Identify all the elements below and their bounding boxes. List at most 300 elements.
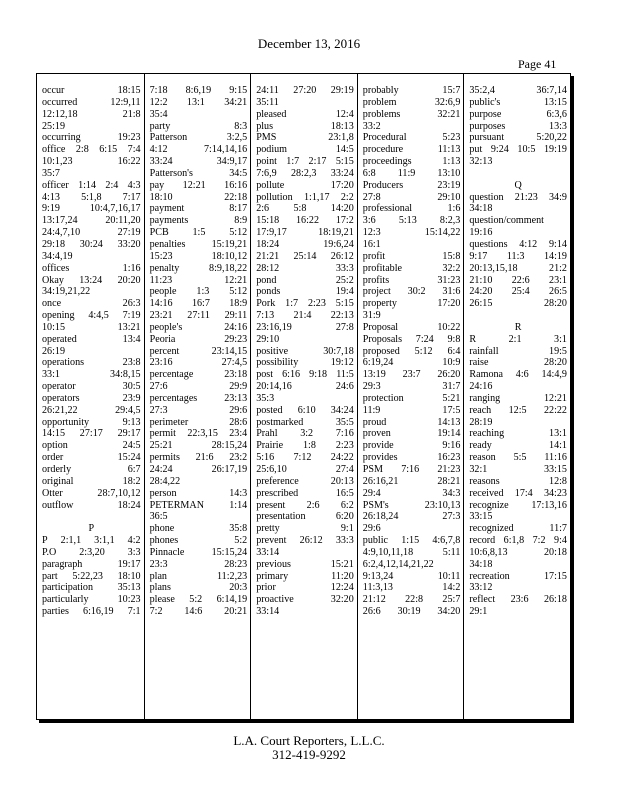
index-token: 5:1,8	[81, 191, 102, 203]
index-line	[469, 547, 567, 559]
index-token: 2:17	[308, 156, 327, 168]
index-token: 11:9	[397, 167, 416, 179]
index-token: protection	[362, 392, 404, 404]
index-token: 23:18	[224, 369, 248, 381]
index-line	[42, 215, 141, 227]
index-token: recognized	[469, 523, 514, 535]
index-token: 24:11	[256, 85, 279, 96]
index-line	[469, 523, 567, 535]
index-line	[256, 571, 354, 583]
index-token: 16:22	[296, 215, 319, 227]
index-token: 15:18	[256, 215, 280, 227]
index-line	[469, 132, 567, 144]
index-token: 12:12,18	[42, 108, 78, 120]
index-token: 5:21	[442, 392, 461, 404]
index-token: positive	[256, 345, 289, 357]
index-token: 1:13	[442, 156, 461, 168]
index-token: 25:19	[42, 120, 65, 132]
index-line	[363, 547, 461, 559]
index-token: raise	[469, 357, 489, 369]
index-token: please	[149, 594, 175, 606]
index-token: property	[362, 298, 397, 310]
index-token: 29:3	[362, 381, 381, 393]
index-token: question/comment	[469, 215, 544, 227]
index-token: pleased	[256, 108, 287, 120]
index-token: 13:21	[117, 321, 141, 333]
index-token: reason	[469, 452, 496, 464]
index-token: 22:22	[543, 404, 567, 416]
index-line	[42, 251, 141, 263]
index-token: 26:18	[543, 594, 567, 606]
index-token: opportunity	[42, 416, 90, 428]
index-token: 18:10,12	[211, 250, 248, 262]
index-token: 1:1,17	[304, 191, 330, 203]
index-line	[42, 286, 141, 298]
index-token: present	[256, 499, 286, 511]
index-token: proud	[362, 416, 387, 428]
index-token: 11:3	[506, 250, 525, 262]
index-token: particularly	[42, 594, 89, 606]
index-token: 24:22	[330, 452, 354, 464]
index-line	[363, 488, 461, 500]
index-line	[363, 511, 461, 523]
index-line	[150, 582, 248, 594]
index-line	[363, 203, 461, 215]
index-line	[363, 440, 461, 452]
index-token: 15:15,24	[211, 546, 248, 558]
index-line	[469, 227, 567, 239]
index-line	[150, 571, 248, 583]
index-line	[42, 310, 141, 322]
index-line	[42, 156, 141, 168]
index-line	[363, 559, 461, 571]
index-token: 16:23	[437, 452, 461, 464]
index-token: 28:7,10,12	[97, 487, 141, 499]
index-line	[363, 239, 461, 251]
index-token: 7:14,14,16	[204, 144, 248, 156]
index-line	[150, 535, 248, 547]
index-token: 9:13	[122, 416, 141, 428]
index-token: 33:2	[362, 120, 381, 132]
index-token: 6:2,4,12,14,21,22	[362, 558, 434, 570]
index-line	[469, 559, 567, 571]
index-token: Producers	[362, 179, 404, 191]
index-line	[363, 381, 461, 393]
index-line	[256, 251, 354, 263]
index-token: 5:20,22	[536, 132, 567, 144]
index-line	[42, 263, 141, 275]
index-token: 26:16,21	[362, 475, 399, 487]
index-token: 28:19	[469, 416, 493, 428]
index-token: 23:3	[149, 558, 168, 570]
index-token: 10:11	[437, 570, 461, 582]
index-token: 23:2	[229, 452, 248, 464]
index-token: 10:9	[442, 357, 461, 369]
index-token: person	[149, 487, 177, 499]
index-line	[469, 346, 567, 358]
index-line	[469, 428, 567, 440]
index-token: project	[362, 286, 391, 298]
index-token: 5:16	[256, 452, 275, 464]
index-token: operated	[42, 333, 77, 345]
index-line	[469, 239, 567, 251]
index-line	[469, 121, 567, 133]
index-token: orderly	[42, 464, 72, 475]
index-token: occurring	[42, 132, 81, 144]
index-line	[256, 381, 354, 393]
index-line	[150, 203, 248, 215]
index-token: 12:4	[335, 108, 354, 120]
index-token: opening	[42, 310, 75, 322]
index-token: 34:4,19	[42, 250, 73, 262]
footer-company: L.A. Court Reporters, L.L.C.	[233, 733, 385, 748]
index-token: 2:1,1	[60, 535, 82, 547]
index-token: provide	[362, 440, 394, 452]
index-token: 6:10	[297, 404, 316, 416]
index-token: people's	[149, 321, 183, 333]
index-line	[42, 571, 141, 583]
index-token: 30:2	[407, 286, 426, 298]
index-token: plus	[256, 120, 274, 132]
index-token: 35:5	[335, 416, 354, 428]
blank-line	[469, 168, 567, 180]
index-line	[363, 144, 461, 156]
index-token: 6:7	[127, 464, 141, 475]
index-token: 15:23	[149, 250, 173, 262]
index-token: 21:23	[437, 464, 461, 475]
index-token: 26:18,24	[362, 511, 399, 523]
index-token: 9:17	[469, 250, 488, 262]
index-line	[363, 298, 461, 310]
index-line	[256, 334, 354, 346]
index-line	[469, 286, 567, 298]
index-token: paragraph	[42, 558, 83, 570]
index-token: 36:5	[149, 511, 168, 523]
index-line	[256, 239, 354, 251]
blank-line	[42, 511, 141, 523]
index-token: 23:6	[510, 594, 529, 606]
index-token: 19:12	[330, 357, 354, 369]
index-token: 1:16	[122, 262, 141, 274]
index-token: 7:13	[256, 310, 275, 322]
index-token: 5:12	[414, 345, 433, 357]
index-line	[256, 286, 354, 298]
index-token: 14:15	[42, 428, 65, 440]
index-token: 12:2	[149, 96, 168, 108]
index-token: 22:13	[330, 310, 354, 322]
index-line	[150, 511, 248, 523]
index-token: original	[42, 475, 74, 487]
index-line	[150, 97, 248, 109]
index-line	[256, 156, 354, 168]
index-token: probably	[362, 85, 399, 96]
index-line	[363, 535, 461, 547]
index-token: problem	[362, 96, 397, 108]
index-token: 20:13	[330, 475, 354, 487]
index-line	[42, 346, 141, 358]
index-token: 30:19	[397, 606, 421, 618]
index-line	[42, 334, 141, 346]
index-token: 1:6	[447, 203, 461, 215]
index-token: 8:17	[229, 203, 248, 215]
index-line	[256, 109, 354, 121]
index-line	[363, 428, 461, 440]
index-token: 30:5	[122, 381, 141, 393]
index-token: PMS	[256, 132, 277, 144]
index-line	[150, 369, 248, 381]
index-token: 29:17	[117, 428, 141, 440]
index-token: 7:4	[127, 144, 141, 156]
index-line	[42, 547, 141, 559]
index-token: 5:8	[293, 203, 307, 215]
index-line	[256, 192, 354, 204]
index-token: 12:8	[549, 475, 567, 487]
index-token: 21:4	[293, 310, 312, 322]
index-token: 19:16	[469, 227, 493, 239]
index-token: 29:19	[330, 85, 354, 96]
index-token: preference	[256, 475, 299, 487]
index-line	[42, 357, 141, 369]
index-token: 16:7	[191, 298, 210, 310]
index-line	[256, 559, 354, 571]
index-token: 25:21	[149, 440, 173, 452]
index-column	[144, 74, 251, 719]
index-line	[469, 381, 567, 393]
index-token: 29:4,5	[115, 404, 141, 416]
index-token: 3:3	[127, 546, 141, 558]
index-line	[363, 393, 461, 405]
index-token: 29:1	[469, 606, 488, 618]
index-token: 14:16	[149, 298, 173, 310]
index-token: 25:7	[442, 594, 461, 606]
index-line	[42, 606, 141, 618]
index-token: Patterson	[149, 132, 188, 144]
index-line	[42, 239, 141, 251]
index-line	[469, 251, 567, 263]
index-token: 5:13	[398, 215, 417, 227]
index-token: 26:21,22	[42, 404, 78, 416]
index-token: 33:12	[469, 582, 493, 594]
index-token: 7:12	[293, 452, 312, 464]
index-line	[256, 594, 354, 606]
index-line	[150, 215, 248, 227]
index-line	[256, 464, 354, 476]
index-token: 6:16	[282, 369, 301, 381]
index-token: PCB	[149, 227, 169, 239]
index-token: 28:4,22	[149, 475, 181, 487]
index-line	[150, 500, 248, 512]
index-line	[256, 263, 354, 275]
index-token: 25:6,10	[256, 464, 287, 475]
index-token: 9:24	[490, 144, 509, 156]
index-line	[256, 417, 354, 429]
index-line	[42, 180, 141, 192]
index-line	[256, 357, 354, 369]
index-token: put	[469, 144, 483, 156]
index-token: point	[256, 156, 277, 168]
index-token: 8:6,19	[185, 85, 212, 96]
index-token: 13:1	[549, 428, 567, 440]
index-line	[469, 582, 567, 594]
index-token: 5:2	[189, 594, 203, 606]
index-token: 17:2	[335, 215, 354, 227]
index-line	[363, 523, 461, 535]
index-token: problems	[362, 108, 401, 120]
index-token: plans	[149, 582, 171, 594]
index-line	[42, 417, 141, 429]
index-token: 5:15	[335, 298, 354, 310]
index-token: 26:5	[549, 286, 567, 298]
index-token: ready	[469, 440, 492, 452]
index-token: occur	[42, 85, 65, 96]
index-line	[42, 500, 141, 512]
index-token: penalty	[149, 262, 180, 274]
index-line	[150, 298, 248, 310]
index-token: 18:10	[149, 191, 173, 203]
index-line	[469, 452, 567, 464]
index-token: Peoria	[149, 333, 176, 345]
index-token: 34:20	[437, 606, 461, 618]
index-token: outflow	[42, 499, 74, 511]
index-line	[469, 192, 567, 204]
section-letter: R	[514, 321, 522, 333]
index-token: profit	[362, 250, 386, 262]
index-line	[469, 571, 567, 583]
index-token: 23:8	[122, 357, 141, 369]
index-token: 10:4,7,16,17	[89, 203, 141, 215]
index-token: percentage	[149, 369, 194, 381]
index-line	[363, 310, 461, 322]
index-line	[469, 85, 567, 97]
index-token: 4:12	[149, 144, 168, 156]
index-token: 4:2	[127, 535, 141, 547]
index-token: 23:10,13	[424, 499, 461, 511]
index-token: 10:15	[42, 321, 65, 333]
index-token: plan	[149, 570, 167, 582]
index-token: 33:24	[330, 167, 354, 179]
index-token: 35:11	[256, 96, 279, 108]
index-line	[150, 192, 248, 204]
index-line	[256, 440, 354, 452]
index-line	[363, 85, 461, 97]
index-line	[469, 393, 567, 405]
index-token: 13:4	[122, 333, 141, 345]
index-token: 18:2	[122, 475, 141, 487]
index-line	[469, 275, 567, 287]
index-token: 35:13	[117, 582, 141, 594]
index-token: 13:17,24	[42, 215, 78, 227]
index-line	[363, 121, 461, 133]
index-token: 7:16	[401, 464, 420, 475]
index-token: Otter	[42, 487, 63, 499]
index-token: 21:2	[549, 262, 567, 274]
index-token: 21:12	[362, 594, 386, 606]
index-token: 12:21	[543, 392, 567, 404]
index-token: 13:24	[79, 274, 103, 286]
index-token: proposed	[362, 345, 400, 357]
index-token: 19:6,24	[323, 238, 354, 250]
index-line	[256, 227, 354, 239]
index-token: profitable	[362, 262, 403, 274]
index-token: 25:2	[335, 274, 354, 286]
index-token: 11:13	[437, 144, 461, 156]
index-token: 29:9	[229, 381, 248, 393]
index-token: 27:20	[293, 85, 317, 96]
index-line	[256, 85, 354, 97]
index-line	[150, 239, 248, 251]
index-token: 33:3	[335, 535, 354, 547]
index-token: 29:11	[224, 310, 248, 322]
index-token: 7:18	[149, 85, 168, 96]
index-token: 8:2,3	[439, 215, 461, 227]
index-token: 26:19	[42, 345, 65, 357]
index-token: 32:13	[469, 156, 493, 168]
index-token: 15:21	[330, 558, 354, 570]
index-line	[256, 582, 354, 594]
index-token: 31:7	[442, 381, 461, 393]
index-token: 7:19	[122, 310, 141, 322]
index-token: 11:7	[549, 523, 567, 535]
index-token: 8:3	[234, 120, 248, 132]
index-token: question	[469, 191, 504, 203]
index-line	[150, 286, 248, 298]
index-token: 32:1	[469, 464, 488, 475]
index-token: 19:14	[437, 428, 461, 440]
index-token: 2:6	[256, 203, 270, 215]
index-token: 18:13	[330, 120, 354, 132]
index-line	[42, 121, 141, 133]
index-token: 6:8	[362, 167, 376, 179]
index-column	[250, 74, 357, 719]
index-token: pollute	[256, 179, 285, 191]
index-token: PSM's	[362, 499, 389, 511]
index-line	[469, 215, 567, 227]
index-line	[469, 369, 567, 381]
index-line	[363, 417, 461, 429]
index-token: podium	[256, 144, 288, 156]
index-line	[363, 227, 461, 239]
index-token: 11:9	[362, 404, 381, 416]
index-token: 5:22,23	[72, 570, 103, 582]
index-line	[363, 215, 461, 227]
index-line	[42, 132, 141, 144]
index-token: 28:23	[224, 558, 248, 570]
index-line	[150, 440, 248, 452]
index-token: 34:18	[469, 558, 493, 570]
index-token: 29:6	[229, 404, 248, 416]
index-token: 23:1	[549, 274, 567, 286]
index-token: occurred	[42, 96, 78, 108]
index-token: pay	[149, 179, 165, 191]
index-line	[469, 97, 567, 109]
index-token: P.O	[42, 546, 57, 558]
index-line	[150, 168, 248, 180]
index-line	[363, 286, 461, 298]
index-token: 34:18	[469, 203, 493, 215]
index-token: 7:6,9	[256, 167, 277, 179]
index-line	[150, 464, 248, 476]
index-token: 7:2	[149, 606, 163, 618]
index-token: 1:3	[196, 286, 210, 298]
index-line	[42, 109, 141, 121]
index-line	[363, 357, 461, 369]
index-token: 14:6	[184, 606, 203, 618]
index-token: 1:5	[192, 227, 206, 239]
index-token: 13:1	[186, 96, 205, 108]
index-line	[256, 121, 354, 133]
index-token: ranging	[469, 392, 501, 404]
index-line	[256, 144, 354, 156]
